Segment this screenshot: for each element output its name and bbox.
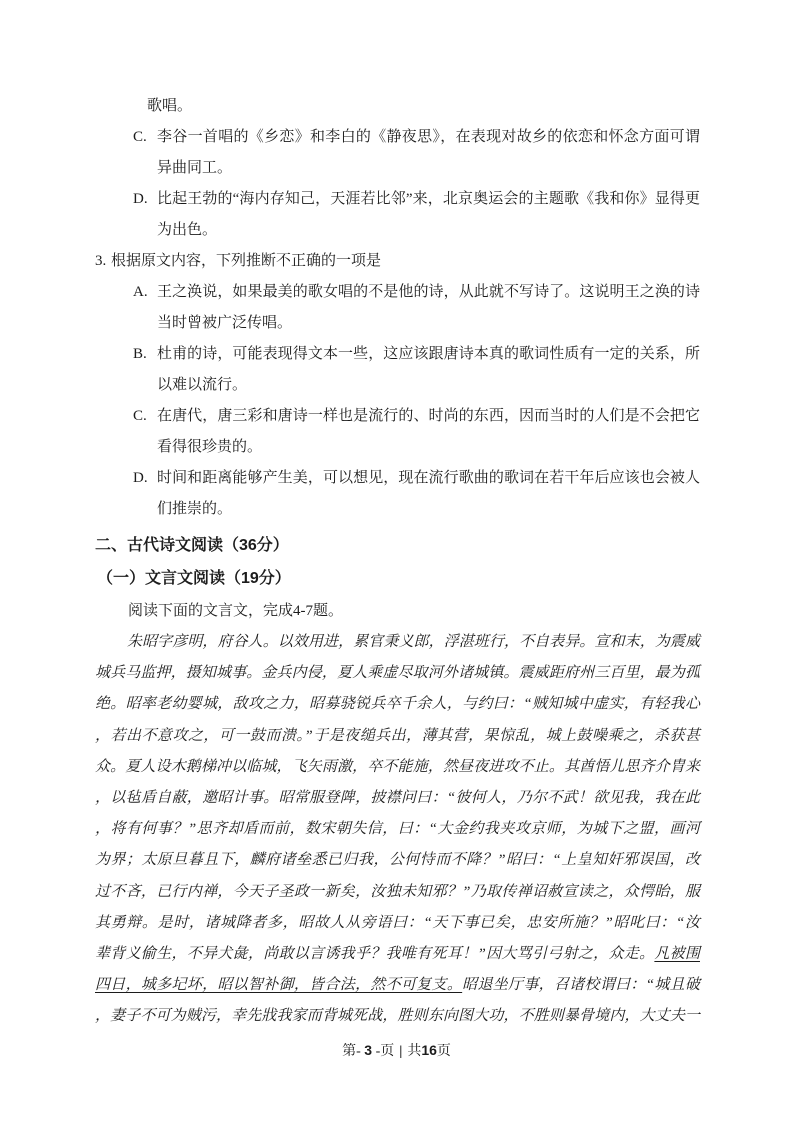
option-text: 时间和距离能够产生美，可以想见，现在流行歌曲的歌词在若干年后应该也会被人们推崇的。 bbox=[157, 470, 700, 517]
passage-line: 四日，城多圮坏，昭以智补御，皆合法，然不可复支。昭退坐厅事，召诸校谓曰：“城且破 bbox=[95, 977, 700, 994]
q3-option-c bbox=[133, 401, 700, 463]
passage-line: 其勇辩。是时，诸城降者多，昭故人从旁语曰：“天下事已矣，忠安所施？”昭叱曰：“汝 bbox=[95, 914, 700, 931]
passage-line: 城兵马监押，摄知城事。金兵内侵，夏人乘虚尽取河外诸城镇。震威距府州三百里，最为孤 bbox=[95, 665, 700, 682]
page-number-label: 第- bbox=[342, 1044, 365, 1059]
q2-option-c bbox=[133, 122, 700, 184]
reading-instruction: 阅读下面的文言文，完成4-7题。 bbox=[128, 603, 343, 619]
total-pages: 16 bbox=[421, 1042, 437, 1058]
passage-line: ，若出不意攻之，可一鼓而溃。”于是夜缒兵出，薄其营，果惊乱，城上鼓噪乘之，杀获甚 bbox=[95, 727, 700, 744]
passage-line: 过不吝，已行内禅，今天子圣政一新矣，汝独未知邪？”乃取传禅诏赦宣读之，众愕眙，服 bbox=[95, 883, 700, 900]
q2-option-d bbox=[133, 184, 700, 246]
option-label: A. bbox=[133, 284, 148, 300]
q3-option-a bbox=[133, 277, 700, 339]
option-label: C. bbox=[133, 129, 147, 145]
option-label: D. bbox=[133, 191, 148, 207]
passage-line: ，以毡盾自蔽，邀昭计事。昭常服登陴，披襟问曰：“彼何人，乃尔不武！欲见我，我在此 bbox=[95, 790, 700, 807]
option-text: 在唐代，唐三彩和唐诗一样也是流行的、时尚的东西，因而当时的人们是不会把它看得很珍贵的。 bbox=[157, 408, 700, 455]
option-text: 王之涣说，如果最美的歌女唱的不是他的诗，从此就不写诗了。这说明王之涣的诗当时曾被广泛传唱。 bbox=[157, 284, 700, 331]
page-number: 3 bbox=[364, 1042, 373, 1058]
footer-separator: | bbox=[399, 1044, 403, 1059]
passage-line: 众。夏人设木鹅梯冲以临城，飞矢雨激，卒不能施，然昼夜进攻不止。其酋悟儿思齐介胄来 bbox=[95, 758, 700, 775]
passage-line: 朱昭字彦明，府谷人。以效用进，累官秉义郎，浮湛班行，不自表异。宣和末，为震威 bbox=[127, 634, 700, 650]
option-text: 比起王勃的“海内存知己，天涯若比邻”来，北京奥运会的主题歌《我和你》显得更为出色。 bbox=[157, 191, 700, 238]
passage-line: 为界；太原旦暮且下，麟府诸垒悉已归我，公何恃而不降？”昭曰：“上皇知奸邪误国，改 bbox=[95, 852, 700, 869]
option-label: D. bbox=[133, 470, 148, 486]
q3-option-b bbox=[133, 339, 700, 401]
question-3 bbox=[95, 246, 700, 277]
subsection-heading-classical-prose-reading: （一）文言文阅读（19分） bbox=[97, 570, 291, 587]
questions-section bbox=[95, 91, 700, 525]
option-text: 李谷一首唱的《乡恋》和李白的《静夜思》，在表现对故乡的依恋和怀念方面可谓异曲同工。 bbox=[157, 129, 700, 176]
question-number: 3. bbox=[95, 253, 107, 269]
q3-option-d bbox=[133, 463, 700, 525]
question-stem: 根据原文内容，下列推断不正确的一项是 bbox=[111, 253, 382, 269]
underlined-clause: 凡被围 bbox=[654, 946, 700, 963]
section-heading-ancient-poetry-reading: 二、古代诗文阅读（36分） bbox=[95, 537, 289, 554]
passage-line: 绝。昭率老幼婴城，敌攻之力，昭募骁锐兵卒千余人，与约曰：“贼知城中虚实，有轻我心 bbox=[95, 696, 700, 713]
passage-line: ，将有何事？”思齐却盾而前，数宋朝失信，曰：“大金约我夹攻京师，为城下之盟，画河 bbox=[95, 821, 700, 838]
passage-line: ，妻子不可为贼污，幸先戕我家而背城死战，胜则东向图大功，不胜则暴骨境内，大丈夫一 bbox=[95, 1008, 700, 1025]
option-label: B. bbox=[133, 346, 147, 362]
underlined-clause: 四日，城多圮坏，昭以智补御，皆合法，然不可复支。 bbox=[95, 977, 463, 994]
q2-option-b-continuation: 歌唱。 bbox=[147, 98, 193, 114]
option-label: C. bbox=[133, 408, 147, 424]
classical-chinese-passage bbox=[95, 627, 700, 1033]
page-footer: 第- 3 -页 | 共16页 bbox=[342, 1042, 451, 1059]
option-text: 杜甫的诗，可能表现得文本一些，这应该跟唐诗本真的歌词性质有一定的关系，所以难以流行。 bbox=[157, 346, 700, 393]
passage-line: 辈背义偷生，不异犬彘，尚敢以言诱我乎？我唯有死耳！”因大骂引弓射之，众走。凡被围 bbox=[95, 946, 700, 963]
